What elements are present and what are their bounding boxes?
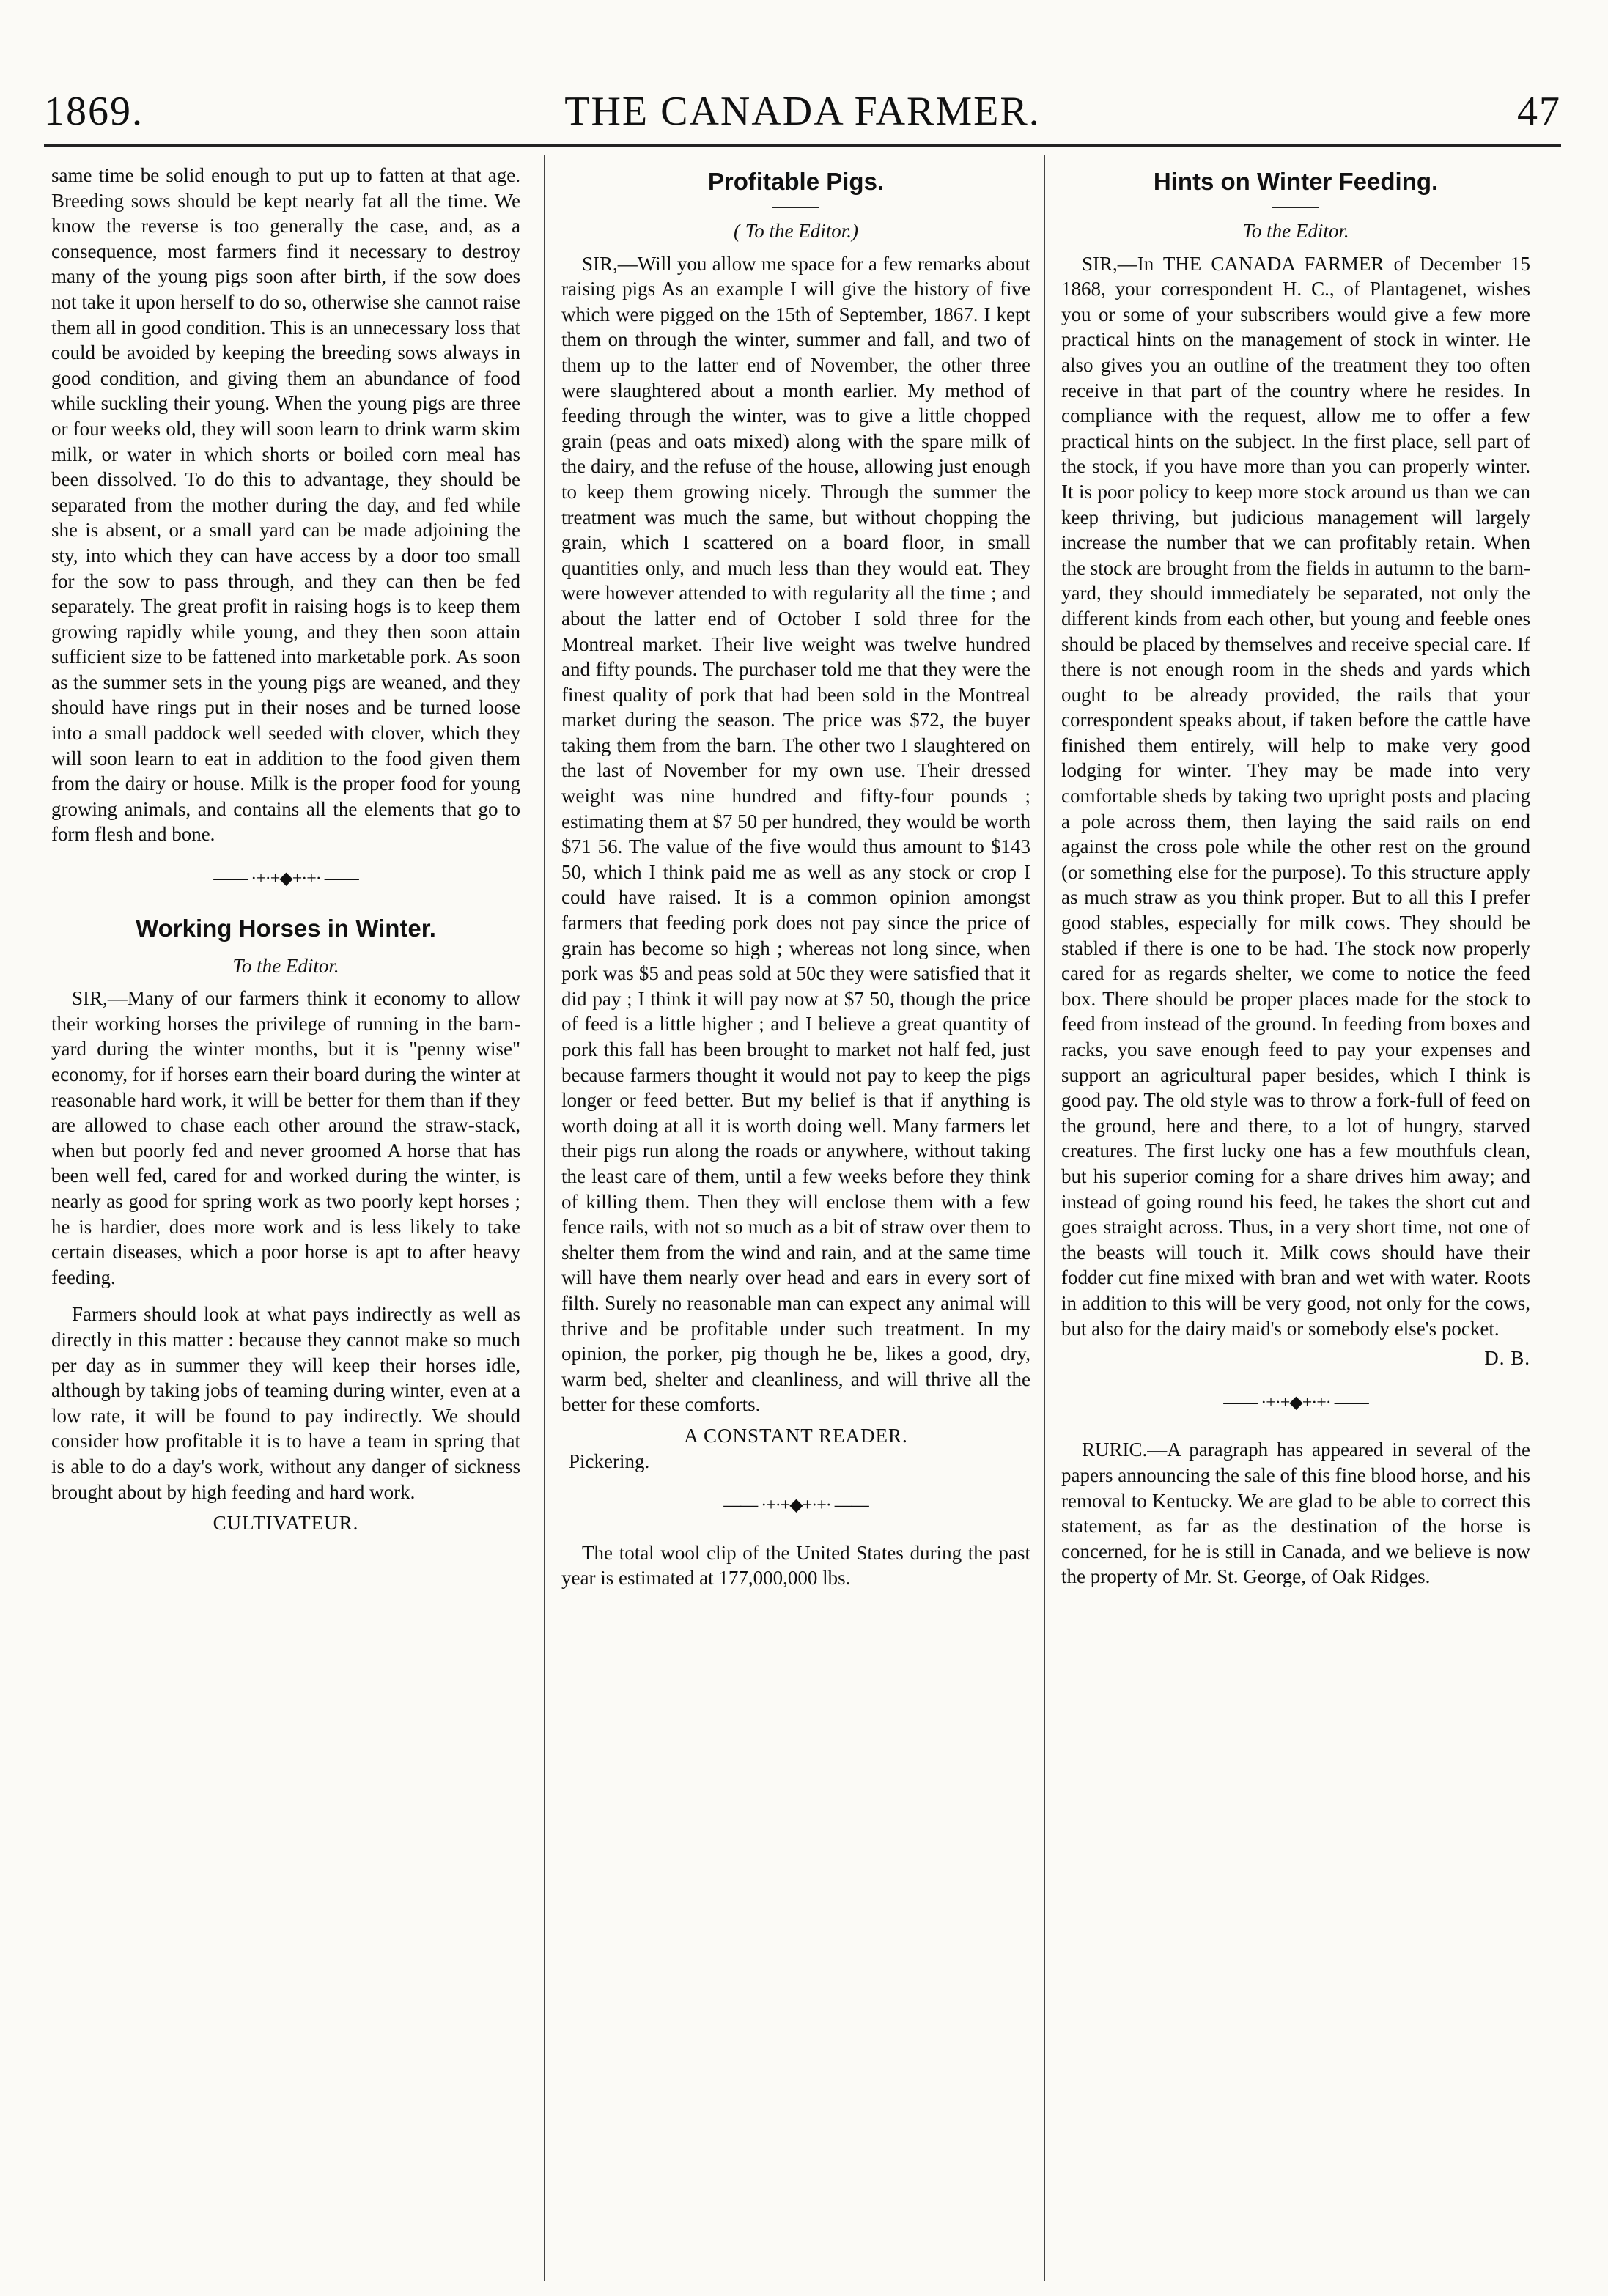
article-heading-profitable-pigs: Profitable Pigs.	[707, 168, 885, 195]
masthead	[44, 88, 1561, 141]
column-divider-1	[544, 155, 545, 2281]
column-2	[561, 163, 1030, 2273]
column-1	[51, 163, 520, 2273]
heading-rule	[772, 207, 819, 208]
continued-article-text: same time be solid enough to put up to fatten at that age. Breeding sows should be kept nearly fat all the time. We know the reverse is too generally the case, and, as a consequence, most farmers find it necessary to destroy many of the young pigs soon after birth, if the sow does not take it upon herself to do so, otherwise she cannot raise them all in good condition. This is an unnecessary loss that could be avoided by keeping the breeding sows always in good condition, and giving them an abundance of food while suckling their young. When the young pigs are three or four weeks old, they will soon learn to drink warm skim milk, or water in which shorts or boiled corn meal has been dissolved. To do this to advantage, they should be separated from the mother during the day, and fed while she is absent, or a small yard can be made adjoining the sty, into which they can have access by a door too small for the sow to pass through, and they can then be fed separately. The great profit in raising hogs is to keep them growing rapidly while young, and they then soon attain sufficient size to be fattened into marketable pork. As soon as the summer sets in the young pigs are weaned, and they should have rings put in their noses and be turned loose into a small paddock well seeded with clover, which they will soon learn to eat in addition to the food given them from the dairy or house. Milk is the proper food for young growing animals, and contains all the elements that go to form flesh and bone.	[51, 164, 520, 846]
page-number: 47	[1517, 89, 1561, 134]
article-salutation: To the Editor.	[232, 954, 339, 977]
article-paragraph: SIR,—Many of our farmers think it economy to allow their working horses the privilege of running in the barn-yard during the winter months, but it is "penny wise" economy, for if horses earn their board during the winter at reasonable hard work, it will be better for them than if they are allowed to chase each other around the straw-stack, when but poorly fed and never groomed A horse that has been well fed, cared for and worked during the winter, is nearly as good for spring work as two poorly kept horses ; he is hardier, does more work and is less likely to take certain diseases, which a poor horse is apt to after heavy feeding.	[51, 987, 520, 1288]
article-heading-winter-feeding: Hints on Winter Feeding.	[1153, 168, 1439, 195]
article-salutation: ( To the Editor.)	[733, 220, 858, 242]
section-ornament: —— ·+·+◆+·+· ——	[723, 1496, 868, 1516]
masthead-rule	[44, 144, 1561, 147]
column-divider-2	[1044, 155, 1045, 2281]
column-3	[1061, 163, 1530, 2273]
article-signature: A CONSTANT READER.	[684, 1424, 908, 1447]
article-heading-working-horses: Working Horses in Winter.	[136, 914, 436, 942]
section-ornament: —— ·+·+◆+·+· ——	[1223, 1392, 1368, 1412]
section-ornament: —— ·+·+◆+·+· ——	[213, 869, 358, 889]
wool-clip-note: The total wool clip of the United States during the past year is estimated at 177,000,000 lbs.	[561, 1541, 1030, 1590]
article-paragraph: Farmers should look at what pays indirectly as well as directly in this matter : because they cannot make so much per day as in summer they will keep their horses idle, although by taking jobs of teaming during winter, even at a low rate, it will be found to pay indirectly. We should consider how profitable it is to have a team in spring that is able to do a day's work, without any danger of sickness brought about by high feeding and hard work.	[51, 1303, 520, 1503]
ruric-note: RURIC.—A paragraph has appeared in several of the papers announcing the sale of this fine blood horse, and his removal to Kentucky. We are glad to be able to correct this statement, as far as the destination of the horse is concerned, for he is still in Canada, and we believe is now the property of Mr. St. George, of Oak Ridges.	[1061, 1439, 1530, 1588]
article-signature: D. B.	[1484, 1347, 1530, 1370]
article-salutation: To the Editor.	[1242, 220, 1349, 242]
article-signature: CULTIVATEUR.	[213, 1512, 359, 1535]
heading-rule	[1272, 207, 1319, 208]
masthead-title: THE CANADA FARMER.	[564, 89, 1041, 134]
article-place: Pickering.	[569, 1450, 650, 1472]
article-paragraph: SIR,—In THE CANADA FARMER of December 15 1868, your correspondent H. C., of Plantagenet, wishes you or some of your subscribers would give a few more practical hints on the management of stock in winter. He also gives you an outline of the treatment they too often receive in that part of the country where he resides. In compliance with the request, allow me to offer a few practical hints on the subject. In the first place, sell part of the stock, if you have more than you can properly winter. It is poor policy to keep more stock around us than we can keep thriving, but judicious management will largely increase the number that we can profitably retain. When the stock are brought from the fields in autumn to the barn-yard, they should immediately be separated, not only the different kinds from each other, but young and feeble ones should be placed by themselves and receive special care. If there is not enough room in the sheds and yards which ought to be already provided, the rails that your correspondent speaks about, if taken before the cattle have finished them entirely, will help to make very good lodging for winter. They may be made into very comfortable sheds by taking two upright posts and placing a pole across them, then laying the said rails on end against the cross pole while the other rest on the ground (or something else for the purpose). To this structure apply as much straw as you think proper. But to all this I prefer good stables, especially for milk cows. They should be stabled if there is one to be had. The stock now properly cared for as regards shelter, we come to notice the feed box. There should be proper places made for the stock to feed from instead of the ground. In feeding from boxes and racks, you save enough feed to pay your expenses and support an agricultural paper besides, which I think is good pay. The old style was to throw a fork-full of feed on the ground, here and there, to a lot of hungry, starved creatures. The first lucky one has a few mouthfuls clean, but his superior coming for a share drives him away; and instead of going round his feed, he takes the short cut and goes straight across. Thus, in a very short time, not one of the beasts will touch it. Milk cows should have their fodder cut fine mixed with bran and wet with water. Roots in addition to this will be very good, not only for the cows, but also for the dairy maid's or somebody else's pocket.	[1061, 252, 1530, 1340]
article-paragraph: SIR,—Will you allow me space for a few remarks about raising pigs As an example I will give the history of five which were pigged on the 15th of September, 1867. I kept them on through the winter, summer and fall, and two of them up to the latter end of November, the other three were slaughtered about a month earlier. My method of feeding through the winter, was to give a little chopped grain (peas and oats mixed) along with the spare milk of the dairy, and the refuse of the house, allowing just enough to keep them growing nicely. Through the summer the treatment was much the same, but without chopping the grain, which I scattered on a board floor, in small quantities only, and much less than they would eat. They were however attended to with regularity all the time ; and about the latter end of October I sold three for the Montreal market. Their live weight was twelve hundred and fifty pounds. The purchaser told me that they were the finest quality of pork that had been sold in the Montreal market during the season. The price was $72, the buyer taking them from the barn. The other two I slaughtered on the last of November for my own use. Their dressed weight was nine hundred and fifty-four pounds ; estimating them at $7 50 per hundred, they would be worth $71 56. The value of the five would thus amount to $143 50, which I think paid me as well as any stock or crop I could have raised. It is a common opinion amongst farmers that feeding pork does not pay since the price of grain has become so high ; whereas not long since, when pork was $5 and peas sold at 50c they were satisfied that it did pay ; I think it will pay now at $7 50, though the price of feed is a little higher ; and I believe a great quantity of pork this fall has been brought to market not half fed, just because farmers thought it would not pay to keep the pigs longer or feed better. But my belief is that if anything is worth doing at all it is worth doing well. Many farmers let their pigs run along the roads or anywhere, without taking the least care of them, until a few weeks before they think of killing them. Then they will enclose them with a few fence rails, with not so much as a bit of straw over them to shelter them from the wind and rain, and at the same time will have them nearly over head and ears in every sort of filth. Surely no reasonable man can expect any animal will thrive and be profitable under such treatment. In my opinion, the porker, pig though he be, likes a good, dry, warm bed, shelter and cleanliness, and will thrive all the better for these comforts.	[561, 252, 1030, 1416]
masthead-year: 1869.	[44, 89, 144, 134]
